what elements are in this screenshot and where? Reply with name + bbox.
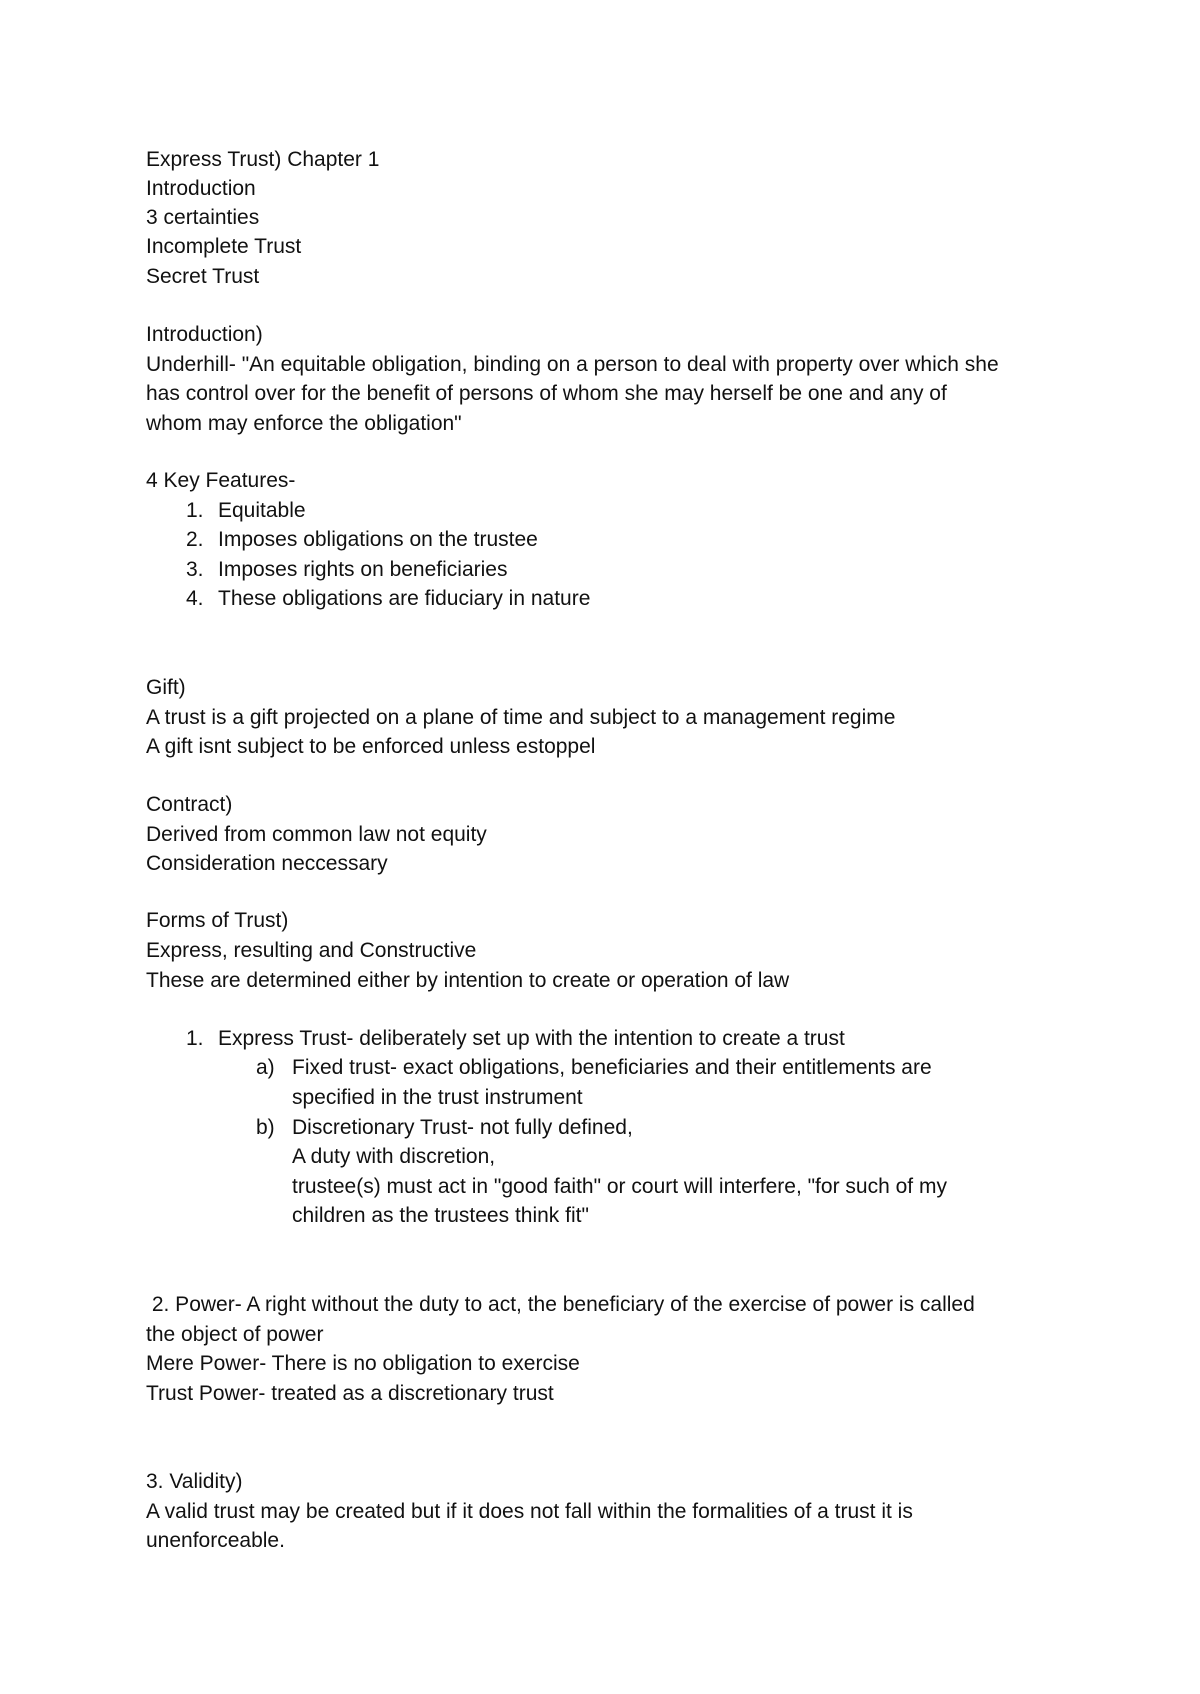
paragraph-line: has control over for the benefit of persons of whom she may herself be one and any of [146,382,947,405]
list-item: Imposes rights on beneficiaries [218,558,508,581]
paragraph-line: the object of power [146,1323,324,1346]
paragraph-line: Derived from common law not equity [146,823,487,846]
paragraph-line: Consideration neccessary [146,852,388,875]
sublist-item-line: trustee(s) must act in "good faith" or court will interfere, "for such of my [292,1175,947,1198]
paragraph-line: Trust Power- treated as a discretionary trust [146,1382,554,1405]
section-heading-introduction: Introduction) [146,323,263,346]
toc-item: Introduction [146,177,256,200]
sublist-item-line: specified in the trust instrument [292,1086,583,1109]
list-item-express-trust: Express Trust- deliberately set up with the intention to create a trust [218,1027,845,1050]
paragraph-line: A trust is a gift projected on a plane of time and subject to a management regime [146,706,896,729]
paragraph-line: Underhill- "An equitable obligation, binding on a person to deal with property over which she [146,353,999,376]
section-heading-validity: 3. Validity) [146,1470,243,1493]
paragraph-line: unenforceable. [146,1529,285,1552]
list-number: 1. [186,1027,204,1050]
sublist-item-line: A duty with discretion, [292,1145,496,1168]
paragraph-line: Express, resulting and Constructive [146,939,477,962]
sublist-item-discretionary-trust: Discretionary Trust- not fully defined, [292,1116,633,1139]
paragraph-line: These are determined either by intention to create or operation of law [146,969,790,992]
list-number: 3. [186,558,204,581]
sublist-letter: b) [256,1116,275,1139]
paragraph-line: A valid trust may be created but if it does not fall within the formalities of a trust it is [146,1500,913,1523]
section-heading-forms-of-trust: Forms of Trust) [146,909,289,932]
section-heading-gift: Gift) [146,676,186,699]
toc-item: Secret Trust [146,265,260,288]
toc-item: 3 certainties [146,206,260,229]
sublist-item-line: children as the trustees think fit" [292,1204,589,1227]
sublist-item-fixed-trust: Fixed trust- exact obligations, beneficiaries and their entitlements are [292,1056,932,1079]
list-number: 2. [186,528,204,551]
list-item: Equitable [218,499,306,522]
sublist-letter: a) [256,1056,275,1079]
paragraph-line: whom may enforce the obligation" [146,412,462,435]
section-heading-key-features: 4 Key Features- [146,469,296,492]
list-number: 4. [186,587,204,610]
list-item: Imposes obligations on the trustee [218,528,538,551]
paragraph-line: Mere Power- There is no obligation to exercise [146,1352,580,1375]
list-number: 1. [186,499,204,522]
list-item: These obligations are fiduciary in nature [218,587,591,610]
toc-item: Incomplete Trust [146,235,302,258]
paragraph-line: A gift isnt subject to be enforced unless estoppel [146,735,596,758]
paragraph-power: 2. Power- A right without the duty to act, the beneficiary of the exercise of power is called [146,1293,975,1316]
section-heading-contract: Contract) [146,793,233,816]
document-title: Express Trust) Chapter 1 [146,148,380,171]
